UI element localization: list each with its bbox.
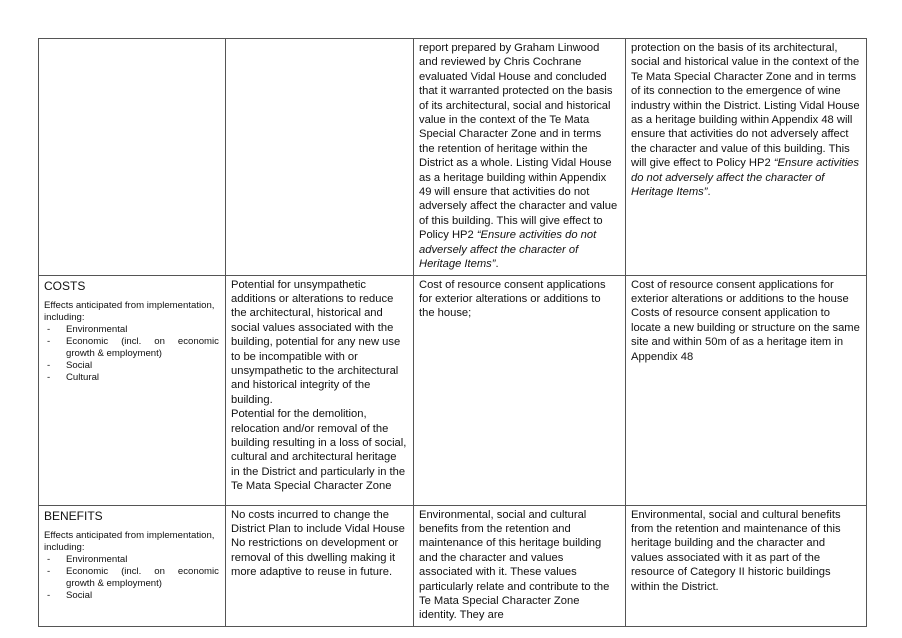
paragraph: Environmental, social and cultural benefits from the retention and maintenance of this heritage building and the character and values associated with it as part of the resource of Category II historic buildings within the District. [631, 508, 841, 593]
paragraph: No restrictions on development or removal of this dwelling making it more adaptive to reuse in future. [231, 537, 399, 579]
policy-quote: “Ensure activities do not adversely affect the character of Heritage Items” [419, 229, 597, 271]
effects-intro: Effects anticipated from implementation, including: [44, 529, 215, 553]
option-cell [226, 39, 414, 276]
table-row [39, 275, 867, 505]
paragraph: protection on the basis of its architectural, social and historical value in the context of the Te Mata Special Character Zone and in terms of its connection to the emergence of wine industry within the District. Listing Vidal House as a heritage building within Appendix 48 will ensure that activities do not adversely affect the character and value of this building. This will give effect to Policy HP2 “Ensure activities do not adversely affect the character of Heritage Items”. [631, 42, 860, 199]
paragraph: report prepared by Graham Linwood and reviewed by Chris Cochrane evaluated Vidal House and concluded that it warranted protected on the basis of its architectural, social and historical value in the context of the Te Mata Special Character Zone and in terms the retention of heritage within the District as a whole. Listing Vidal House as a heritage building within Appendix 49 will ensure that activities do not adversely affect the character and value of this building. This will give effect to Policy HP2 “Ensure activities do not adversely affect the character of Heritage Items”. [419, 42, 618, 271]
list-item: - Economic (incl. on economic growth & employment) [47, 565, 219, 589]
option-cell [626, 275, 867, 505]
policy-quote: “Ensure activities do not adversely affect the character of Heritage Items” [631, 157, 859, 199]
list-item: - Cultural [47, 371, 100, 383]
table-row [39, 505, 867, 626]
paragraph: No costs incurred to change the District Plan to include Vidal House [231, 508, 405, 535]
list-item: - Environmental [47, 553, 128, 565]
label-cell [39, 275, 226, 505]
paragraph: Cost of resource consent applications for exterior alterations or additions to the house [631, 278, 849, 305]
table-row [39, 39, 867, 276]
list-item: - Economic (incl. on economic growth & employment) [47, 335, 219, 359]
option-cell [626, 39, 867, 276]
option-cell [414, 39, 626, 276]
effects-list [44, 324, 219, 384]
paragraph: Costs of resource consent application to locate a new building or structure on the same site and within 50m of as a heritage item in Appendix 48 [631, 307, 860, 363]
list-item: - Environmental [47, 323, 128, 335]
label-cell [39, 39, 226, 276]
evaluation-table [38, 38, 867, 627]
option-cell [226, 275, 414, 505]
row-heading-benefits: BENEFITS [44, 508, 103, 523]
paragraph: Potential for the demolition, relocation and/or removal of the building resulting in a loss of social, cultural and architectural heritage in the District and particularly in the Te Mata Special Character Zone [231, 408, 407, 493]
paragraph: Environmental, social and cultural benefits from the retention and maintenance of this heritage building and the character and values associated with it. These values particularly relate and contribute to the Te Mata Special Character Zone identity. They are [419, 508, 610, 622]
label-cell [39, 505, 226, 626]
option-cell [414, 505, 626, 626]
paragraph: Potential for unsympathetic additions or alterations to reduce the architectural, historical and social values associated with the building, potential for any new use to be incompatible with or unsympathetic to the architectural and historical integrity of the building. [231, 278, 401, 406]
option-cell [226, 505, 414, 626]
effects-list [44, 554, 219, 602]
list-item: - Social [47, 589, 93, 601]
list-item: - Social [47, 359, 93, 371]
paragraph: Cost of resource consent applications for exterior alterations or additions to the house; [419, 278, 606, 320]
option-cell [414, 275, 626, 505]
effects-intro: Effects anticipated from implementation, including: [44, 299, 215, 323]
option-cell [626, 505, 867, 626]
row-heading-costs: COSTS [44, 278, 86, 293]
